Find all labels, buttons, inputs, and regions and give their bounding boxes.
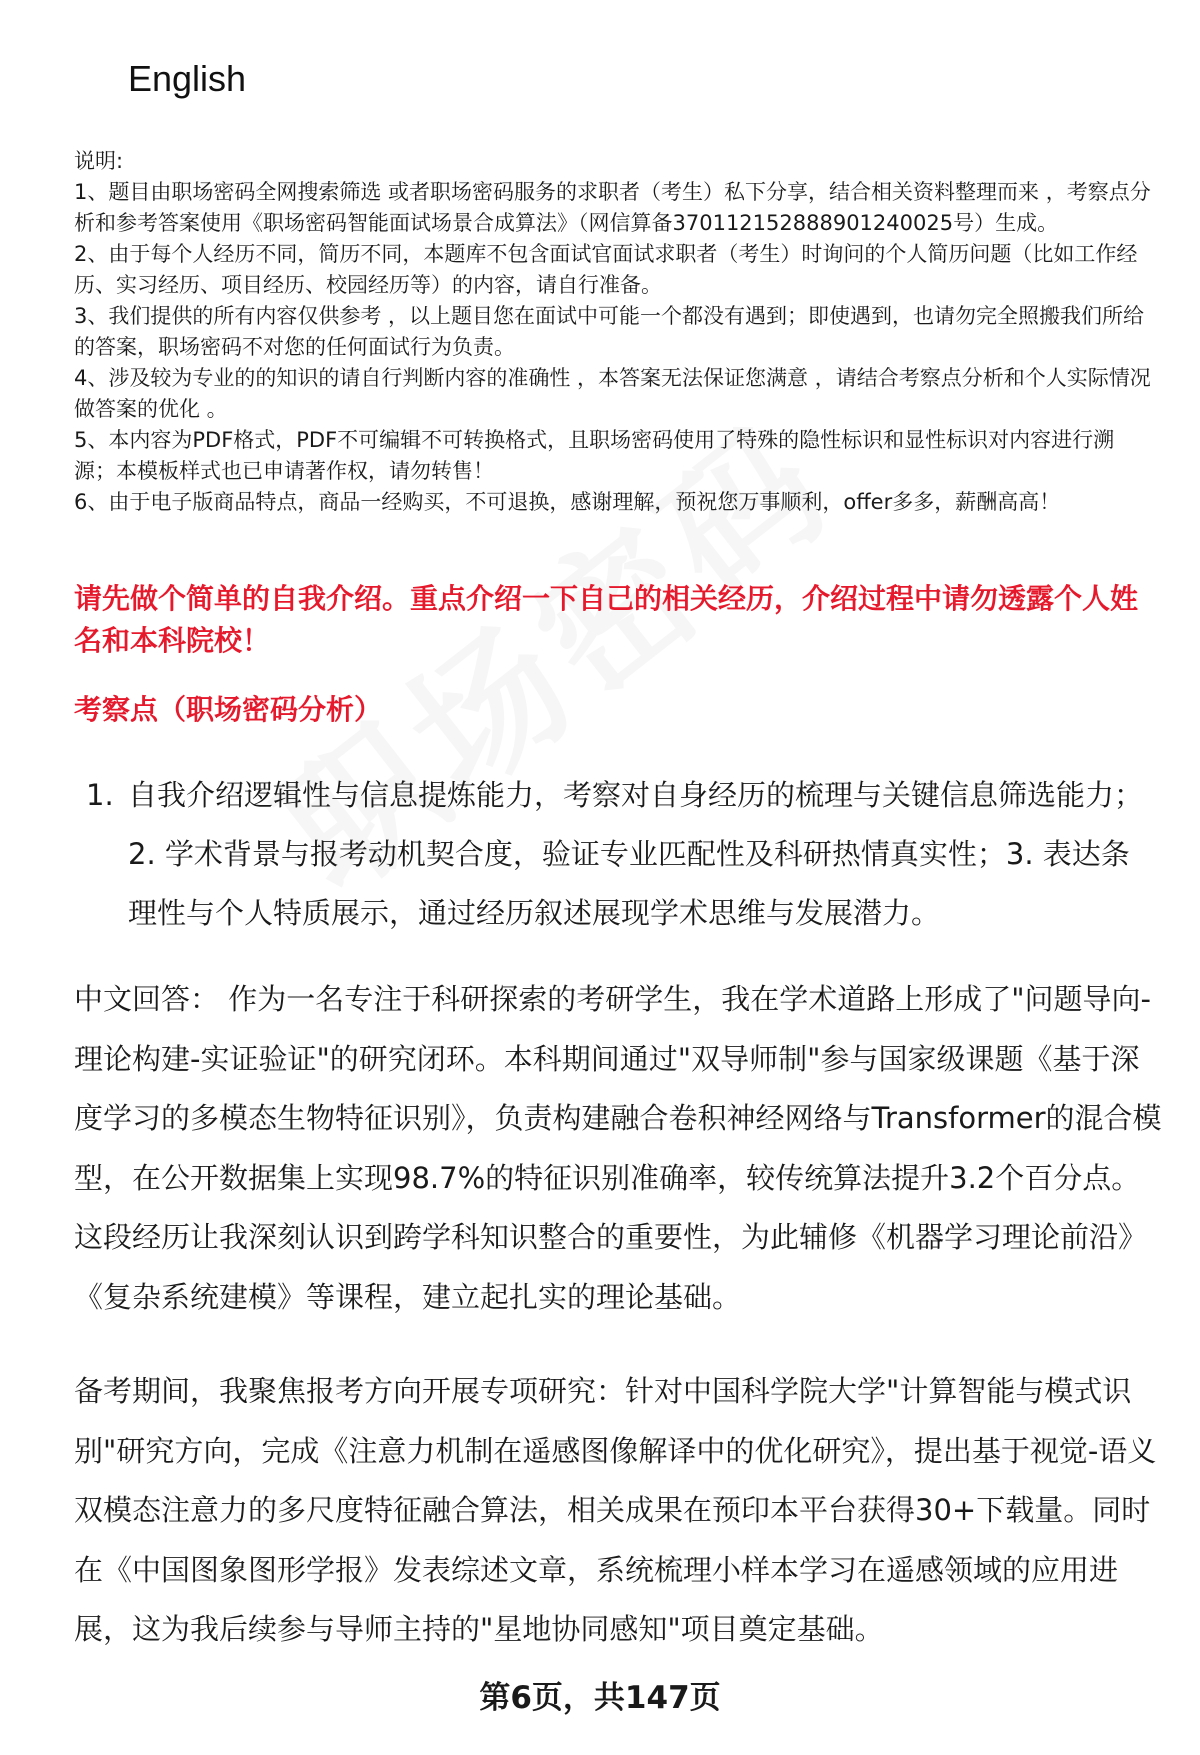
disclaimer-notes [74, 146, 1154, 518]
analysis-point [86, 766, 1146, 943]
note-item-1: 1、题目由职场密码全网搜索筛选 或者职场密码服务的求职者（考生）私下分享，结合相关资料整理而来 ，考察点分析和参考答案使用《职场密码智能面试场景合成算法》（网信算备370112152888901240025号）生成。 [74, 180, 1151, 235]
note-item-4: 4、涉及较为专业的的知识的请自行判断内容的准确性 ，本答案无法保证您满意 ，请结合考察点分析和个人实际情况做答案的优化 。 [74, 366, 1151, 421]
note-item-5: 5、本内容为PDF格式，PDF不可编辑不可转换格式，且职场密码使用了特殊的隐性标识和显性标识对内容进行溯源；本模板样式也已申请著作权，请勿转售！ [74, 428, 1115, 483]
note-item-6: 6、由于电子版商品特点，商品一经购买，不可退换，感谢理解，预祝您万事顺利，offer多多，薪酬高高！ [74, 490, 1061, 514]
answer-paragraph-1: 中文回答： 作为一名专注于科研探索的考研学生，我在学术道路上形成了"问题导向-理论构建-实证验证"的研究闭环。本科期间通过"双导师制"参与国家级课题《基于深度学习的多模态生物特征识别》，负责构建融合卷积神经网络与Transformer的混合模型，在公开数据集上实现98.7%的特征识别准确率，较传统算法提升3.2个百分点。这段经历让我深刻认识到跨学科知识整合的重要性，为此辅修《机器学习理论前沿》《复杂系统建模》等课程，建立起扎实的理论基础。 [74, 982, 1162, 1314]
interview-question: 请先做个简单的自我介绍。重点介绍一下自己的相关经历，介绍过程中请勿透露个人姓名和本科院校！ [74, 582, 1139, 657]
answer-paragraph-2: 备考期间，我聚焦报考方向开展专项研究：针对中国科学院大学"计算智能与模式识别"研究方向，完成《注意力机制在遥感图像解译中的优化研究》，提出基于视觉-语义双模态注意力的多尺度特征融合算法，相关成果在预印本平台获得30+下载量。同时在《中国图象图形学报》发表综述文章，系统梳理小样本学习在遥感领域的应用进展，这为我后续参与导师主持的"星地协同感知"项目奠定基础。 [74, 1374, 1157, 1646]
page-number: 第6页，共147页 [479, 1680, 721, 1716]
notes-title: 说明: [74, 149, 124, 173]
analysis-title: 考察点（职场密码分析） [74, 693, 383, 726]
language-label: English [128, 58, 247, 99]
analysis-point-number: 1. [86, 778, 114, 812]
analysis-point-text: 自我介绍逻辑性与信息提炼能力，考察对自身经历的梳理与关键信息筛选能力；2. 学术背景与报考动机契合度，验证专业匹配性及科研热情真实性；3. 表达条理性与个人特质展示，通过经历叙述展现学术思维与发展潜力。 [128, 778, 1144, 930]
note-item-2: 2、由于每个人经历不同，简历不同，本题库不包含面试官面试求职者（考生）时询问的个人简历问题（比如工作经历、实习经历、项目经历、校园经历等）的内容，请自行准备。 [74, 242, 1138, 297]
note-item-3: 3、我们提供的所有内容仅供参考 ，以上题目您在面试中可能一个都没有遇到；即使遇到，也请勿完全照搬我们所给的答案，职场密码不对您的任何面试行为负责。 [74, 304, 1145, 359]
